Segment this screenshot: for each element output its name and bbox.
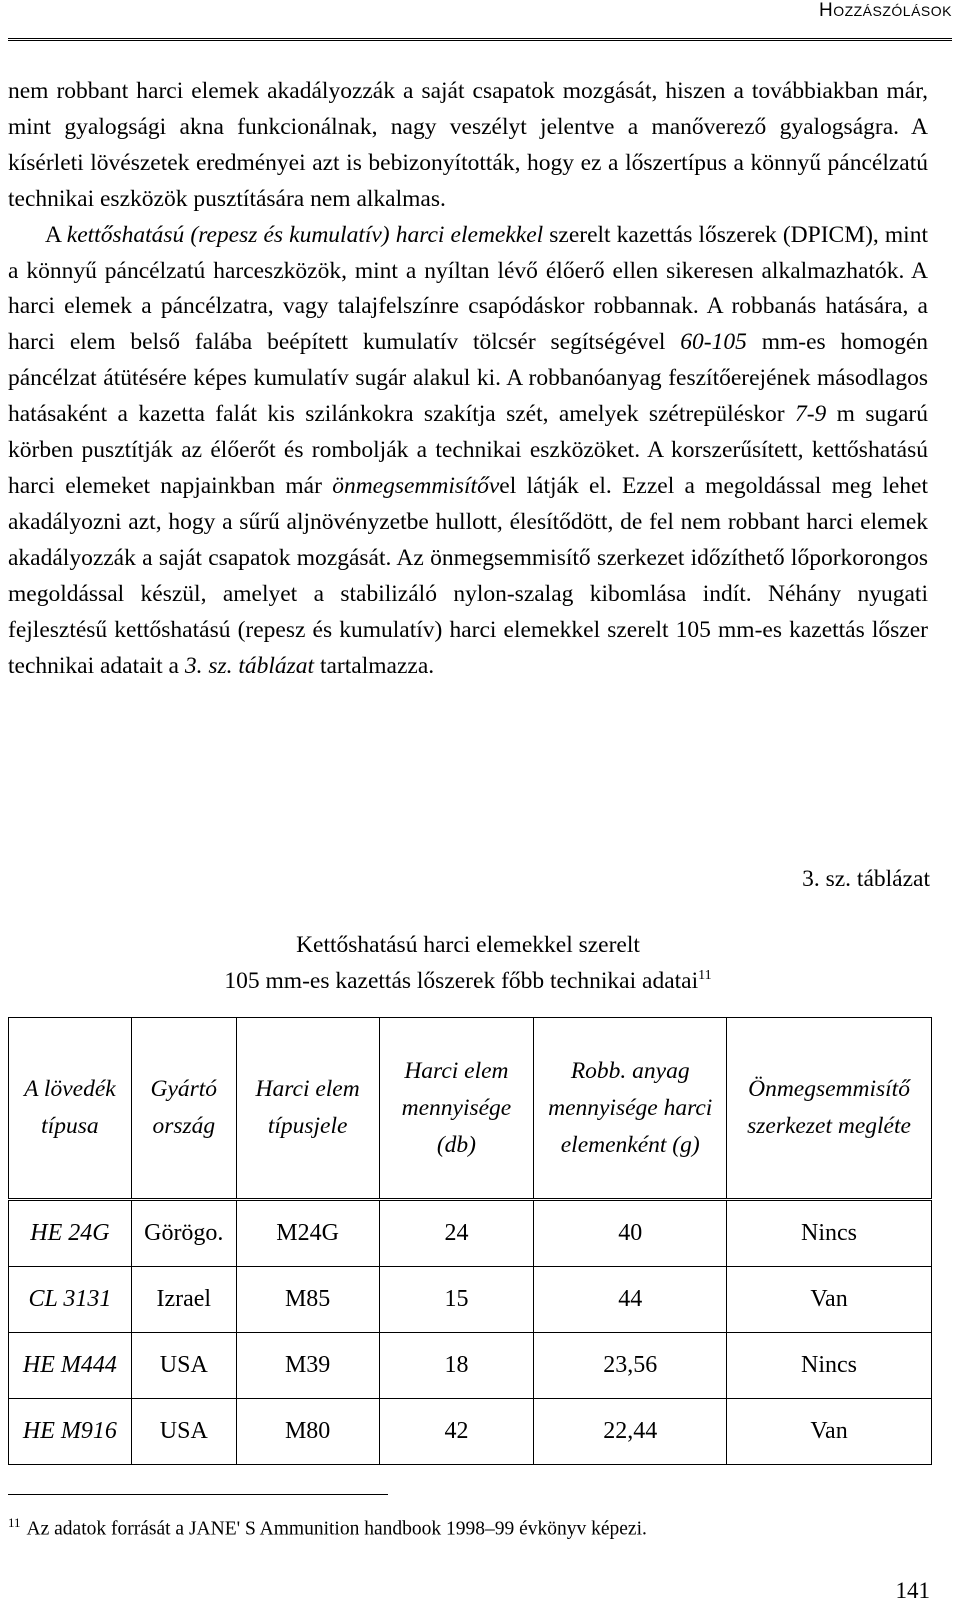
italic-term: önmegsemmisítőv bbox=[332, 472, 500, 499]
table-header-cell: Önmegsemmisítő szerkezet megléte bbox=[727, 1018, 932, 1200]
data-table bbox=[8, 1017, 932, 1465]
footnote-text: Az adatok forrását a JANE' S Ammunition handbook 1998–99 évkönyv képezi. bbox=[26, 1518, 647, 1540]
running-header-title bbox=[819, 0, 952, 22]
table-header-cell: Harci elem mennyisége (db) bbox=[379, 1018, 534, 1200]
table-cell: Nincs bbox=[727, 1200, 932, 1267]
table-header-cell: Robb. anyag mennyisége harci elemenként (g) bbox=[534, 1018, 727, 1200]
table-row bbox=[9, 1333, 932, 1399]
table-cell: HE M444 bbox=[9, 1333, 132, 1399]
table-cell: Van bbox=[727, 1399, 932, 1465]
table-number: 3. sz. táblázat bbox=[802, 866, 930, 892]
table-header-cell: Harci elem típusjele bbox=[236, 1018, 379, 1200]
table-cell: 15 bbox=[379, 1267, 534, 1333]
table-cell: Nincs bbox=[727, 1333, 932, 1399]
table-cell: 42 bbox=[379, 1399, 534, 1465]
table-header-cell: Gyártó ország bbox=[131, 1018, 236, 1200]
table-row bbox=[9, 1267, 932, 1333]
footnote-separator bbox=[8, 1494, 388, 1495]
table-cell: CL 3131 bbox=[9, 1267, 132, 1333]
caption-line-1: Kettőshatású harci elemekkel szerelt bbox=[296, 932, 640, 958]
table-cell: HE M916 bbox=[9, 1399, 132, 1465]
table-row bbox=[9, 1399, 932, 1465]
table-cell: M80 bbox=[236, 1399, 379, 1465]
page-number: 141 bbox=[895, 1578, 930, 1603]
table-cell: 40 bbox=[534, 1200, 727, 1267]
table-cell: 24 bbox=[379, 1200, 534, 1267]
header-rest: OZZÁSZÓLÁSOK bbox=[833, 3, 952, 19]
table-reference: 3. sz. táblázat bbox=[184, 652, 315, 679]
header-initial: H bbox=[818, 0, 834, 21]
paragraph-2: A kettőshatású (repesz és kumulatív) harci elemekkel szerelt kazettás lőszerek (DPICM), mint a könnyű páncélzatú harceszközök, mint a nyíltan lévő élőerő ellen sikeresen alkalmazhatók. A harci elemek a páncélzatra, vagy talajfelszínre csapódáskor robbannak. A robbanás hatására, a harci elem belső falába beépített kumulatív tölcsér segítségével 60-105 mm-es homogén páncélzat átütésére képes kumulatív sugár alakul ki. A robbanóanyag feszítőerejének másodlagos hatásaként a kazetta falát kis szilánkokra szakítja szét, amelyek szétrepüléskor 7-9 m sugarú körben pusztítják az élőerőt és rombolják a technikai eszközöket. A korszerűsített, kettőshatású harci elemeket napjainkban már önmegsemmisítővel látják el. Ezzel a megoldással meg lehet akadályozni azt, hogy a sűrű aljnövényzetbe hullott, élesítődött, de fel nem robbant harci elemek akadályozzák a saját csapatok mozgását. Az önmegsemmisítő szerkezet időzíthető lőporkorongos megoldással készül, amelyet a stabilizáló nylon-szalag kibomlása indít. Néhány nyugati fejlesztésű kettőshatású (repesz és kumulatív) harci elemekkel szerelt 105 mm-es kazettás lőszer technikai adatait a 3. sz. táblázat tartalmazza. bbox=[8, 221, 928, 679]
running-header bbox=[8, 0, 952, 41]
range-value: 60-105 bbox=[680, 329, 747, 356]
table-header-row bbox=[9, 1018, 932, 1200]
table-cell: 44 bbox=[534, 1267, 727, 1333]
italic-term: kettőshatású (repesz és kumulatív) harci elemekkel bbox=[66, 221, 544, 248]
table-cell: M85 bbox=[236, 1267, 379, 1333]
table-cell: M39 bbox=[236, 1333, 379, 1399]
table-cell: Van bbox=[727, 1267, 932, 1333]
footnote-number: 11 bbox=[8, 1515, 21, 1530]
table-cell: M24G bbox=[236, 1200, 379, 1267]
body-text bbox=[8, 74, 928, 684]
table-cell: USA bbox=[131, 1333, 236, 1399]
range-value: 7-9 bbox=[794, 401, 827, 428]
table-cell: Izrael bbox=[131, 1267, 236, 1333]
paragraph-1: nem robbant harci elemek akadályozzák a saját csapatok mozgását, hiszen a továbbiakban már, mint gyalogsági akna funkcionálnak, nagy veszélyt jelentve a manőverező gyalogságra. A kísérleti lövészetek eredményei azt is bebizonyították, hogy ez a lőszertípus a könnyű páncélzatú technikai eszközök pusztítására nem alkalmas. bbox=[8, 78, 928, 212]
footnote bbox=[8, 1515, 647, 1541]
table-row bbox=[9, 1200, 932, 1267]
table-cell: 22,44 bbox=[534, 1399, 727, 1465]
table-cell: 18 bbox=[379, 1333, 534, 1399]
table-cell: HE 24G bbox=[9, 1200, 132, 1267]
table-header-cell: A lövedék típusa bbox=[9, 1018, 132, 1200]
table-cell: 23,56 bbox=[534, 1333, 727, 1399]
table-cell: USA bbox=[131, 1399, 236, 1465]
table-cell: Görögo. bbox=[131, 1200, 236, 1267]
table-caption bbox=[8, 927, 928, 999]
footnote-marker: 11 bbox=[698, 968, 712, 984]
caption-line-2: 105 mm-es kazettás lőszerek főbb technikai adatai$^{11}$ bbox=[224, 968, 712, 994]
